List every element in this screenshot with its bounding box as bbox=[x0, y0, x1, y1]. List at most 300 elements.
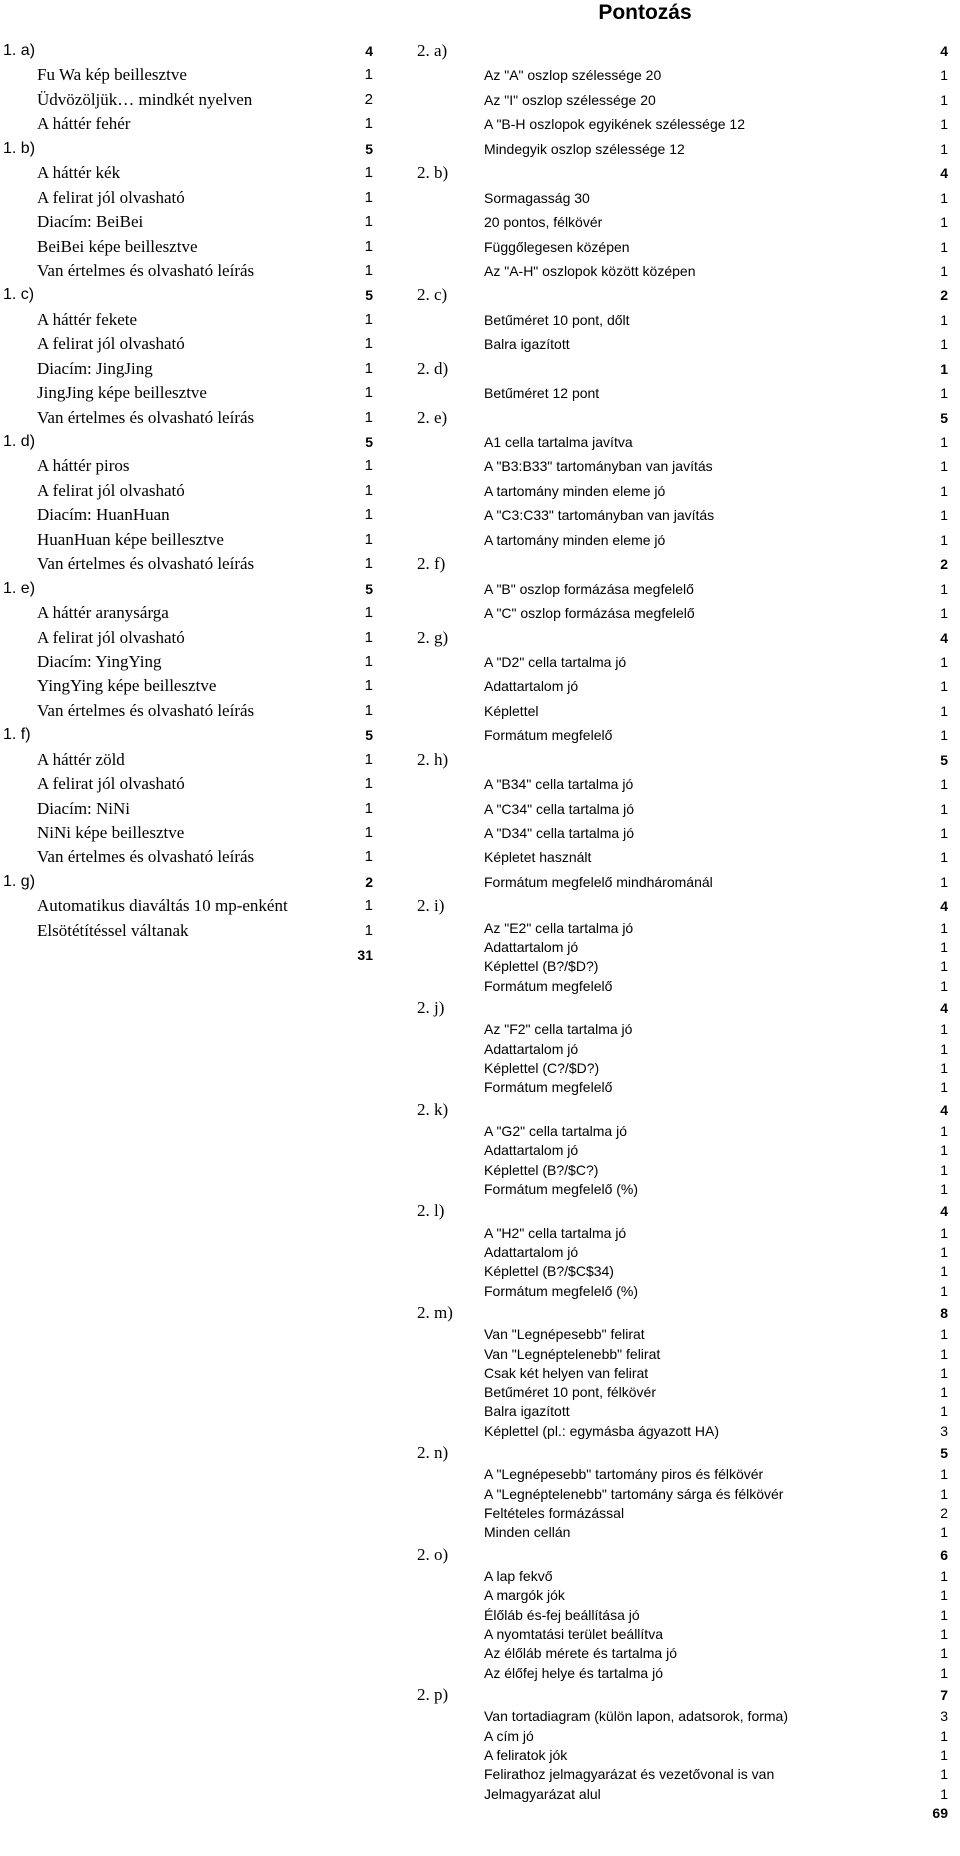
criterion-score: 1 bbox=[364, 310, 373, 328]
criterion-row bbox=[0, 699, 390, 723]
criterion-text: 20 pontos, félkövér bbox=[484, 214, 603, 231]
criterion-score: 1 bbox=[940, 849, 948, 866]
section-label: 2. a) bbox=[417, 41, 448, 60]
criterion-row bbox=[417, 1141, 960, 1160]
criterion-row bbox=[417, 503, 960, 527]
criterion-text: Formátum megfelelő (%) bbox=[484, 1180, 639, 1197]
criterion-score: 1 bbox=[940, 1364, 948, 1381]
section-label: 2. m) bbox=[417, 1302, 453, 1322]
criterion-row bbox=[417, 650, 960, 674]
section-header-row bbox=[417, 1683, 960, 1707]
criterion-row bbox=[0, 748, 390, 772]
criterion-text: Formátum megfelelő bbox=[484, 977, 613, 994]
criterion-row bbox=[0, 503, 390, 527]
criterion-score: 1 bbox=[364, 628, 373, 646]
criterion-score: 1 bbox=[940, 1485, 948, 1502]
section-score: 8 bbox=[940, 1304, 948, 1321]
criterion-row bbox=[417, 1180, 960, 1199]
section-score: 1 bbox=[940, 360, 948, 377]
criterion-score: 1 bbox=[940, 776, 948, 793]
criterion-text: Adattartalom jó bbox=[484, 1142, 579, 1159]
criterion-row bbox=[0, 821, 390, 845]
section-score: 6 bbox=[940, 1546, 948, 1563]
criterion-row bbox=[0, 235, 390, 259]
criterion-row bbox=[417, 210, 960, 234]
criterion-row bbox=[417, 1523, 960, 1542]
section-label: 2. h) bbox=[417, 749, 449, 769]
total-score: 69 bbox=[932, 1804, 948, 1821]
criterion-row bbox=[417, 1345, 960, 1364]
criterion-text: A felirat jól olvasható bbox=[37, 774, 185, 794]
criterion-text: A tartomány minden eleme jó bbox=[484, 531, 666, 548]
criterion-row bbox=[417, 308, 960, 332]
section-label: 2. d) bbox=[417, 358, 449, 378]
criterion-row bbox=[0, 332, 390, 356]
criterion-row bbox=[0, 919, 390, 943]
criterion-text: A háttér fekete bbox=[37, 309, 138, 329]
criterion-text: Csak két helyen van felirat bbox=[484, 1364, 649, 1381]
criterion-row bbox=[417, 1465, 960, 1484]
criterion-row bbox=[0, 88, 390, 112]
section-header-row bbox=[0, 430, 390, 454]
criterion-score: 1 bbox=[940, 727, 948, 744]
section-score: 5 bbox=[365, 580, 373, 597]
criterion-row bbox=[417, 88, 960, 112]
criterion-row bbox=[417, 938, 960, 957]
criterion-score: 1 bbox=[364, 677, 373, 695]
criterion-text: Képlettel bbox=[484, 702, 539, 719]
criterion-score: 1 bbox=[940, 1224, 948, 1241]
criterion-score: 1 bbox=[364, 237, 373, 255]
section-label: 1. c) bbox=[3, 286, 35, 304]
section-header-row bbox=[0, 723, 390, 747]
criterion-text: Az "F2" cella tartalma jó bbox=[484, 1021, 633, 1038]
criterion-score: 1 bbox=[364, 555, 373, 573]
section-header-row bbox=[417, 1543, 960, 1567]
criterion-text: NiNi képe beillesztve bbox=[37, 823, 185, 842]
criterion-row bbox=[417, 1224, 960, 1243]
criterion-row bbox=[0, 259, 390, 283]
criterion-text: A felirat jól olvasható bbox=[37, 627, 185, 647]
criterion-score: 1 bbox=[364, 897, 373, 915]
criterion-text: A felirat jól olvasható bbox=[37, 480, 185, 500]
criterion-text: Formátum megfelelő bbox=[484, 1079, 613, 1096]
criterion-text: Mindegyik oszlop szélessége 12 bbox=[484, 140, 685, 157]
section-header-row bbox=[417, 1441, 960, 1465]
criterion-score: 1 bbox=[940, 939, 948, 956]
section-header-row bbox=[417, 283, 960, 307]
criterion-row bbox=[417, 870, 960, 894]
criterion-score: 1 bbox=[364, 261, 373, 279]
criterion-score: 2 bbox=[364, 90, 373, 108]
scoring-table-part-1 bbox=[0, 39, 390, 968]
section-header-row bbox=[0, 577, 390, 601]
criterion-text: Fu Wa kép beillesztve bbox=[37, 65, 187, 85]
section-score: 4 bbox=[940, 999, 948, 1016]
criterion-row bbox=[0, 357, 390, 381]
criterion-score: 1 bbox=[364, 384, 373, 402]
criterion-row bbox=[0, 528, 390, 552]
section-label: 2. k) bbox=[417, 1099, 449, 1119]
criterion-score: 1 bbox=[940, 1587, 948, 1604]
criterion-text: Az "I" oszlop szélessége 20 bbox=[484, 91, 656, 108]
criterion-row bbox=[417, 577, 960, 601]
criterion-text: Betűméret 10 pont, dőlt bbox=[484, 311, 630, 328]
criterion-score: 1 bbox=[940, 1282, 948, 1299]
section-score: 5 bbox=[940, 409, 948, 426]
criterion-score: 1 bbox=[364, 921, 373, 939]
section-label: 2. o) bbox=[417, 1544, 449, 1564]
criterion-score: 1 bbox=[940, 1123, 948, 1139]
criterion-score: 1 bbox=[940, 385, 948, 402]
criterion-score: 1 bbox=[364, 701, 373, 719]
section-score: 5 bbox=[940, 751, 948, 768]
section-label: 2. n) bbox=[417, 1443, 449, 1463]
criterion-row bbox=[417, 1282, 960, 1301]
criterion-row bbox=[0, 381, 390, 405]
criterion-row bbox=[417, 919, 960, 938]
criterion-row bbox=[417, 1262, 960, 1281]
criterion-text: Adattartalom jó bbox=[484, 678, 579, 695]
criterion-row bbox=[0, 674, 390, 698]
section-score: 7 bbox=[940, 1686, 948, 1703]
criterion-row bbox=[417, 1040, 960, 1059]
criterion-text: Élőláb és-fej beállítása jó bbox=[484, 1606, 640, 1623]
section-score: 4 bbox=[940, 898, 948, 915]
total-row bbox=[0, 943, 390, 967]
criterion-row bbox=[417, 430, 960, 454]
criterion-row bbox=[0, 601, 390, 625]
criterion-score: 1 bbox=[940, 1466, 948, 1483]
section-label: 2. g) bbox=[417, 627, 449, 647]
criterion-row bbox=[0, 650, 390, 674]
criterion-score: 1 bbox=[940, 1263, 948, 1280]
section-label: 1. a) bbox=[3, 42, 36, 59]
criterion-text: Képlettel (B?/$C$34) bbox=[484, 1263, 614, 1280]
section-score: 2 bbox=[940, 556, 948, 573]
criterion-score: 1 bbox=[940, 1746, 948, 1763]
criterion-text: Van értelmes és olvasható leírás bbox=[37, 260, 255, 280]
section-header-row bbox=[417, 894, 960, 918]
criterion-row bbox=[0, 210, 390, 234]
criterion-score: 1 bbox=[940, 1403, 948, 1420]
section-score: 4 bbox=[940, 1203, 948, 1220]
criterion-text: Üdvözöljük… mindkét nyelven bbox=[37, 89, 253, 109]
section-score: 4 bbox=[940, 1101, 948, 1118]
section-header-row bbox=[417, 161, 960, 185]
criterion-row bbox=[417, 1122, 960, 1141]
criterion-row bbox=[0, 894, 390, 918]
section-score: 5 bbox=[365, 287, 373, 304]
criterion-text: Képletet használt bbox=[484, 849, 592, 866]
criterion-row bbox=[417, 1020, 960, 1039]
criterion-row bbox=[417, 381, 960, 405]
criterion-text: Formátum megfelelő (%) bbox=[484, 1282, 639, 1299]
criterion-text: A "Legnépesebb" tartomány piros és félkövér bbox=[484, 1466, 764, 1483]
criterion-text: BeiBei képe beillesztve bbox=[37, 236, 198, 256]
criterion-text: A háttér fehér bbox=[37, 114, 131, 134]
criterion-text: YingYing képe beillesztve bbox=[37, 676, 217, 696]
criterion-text: A "C3:C33" tartományban van javítás bbox=[484, 507, 715, 524]
section-header-row bbox=[417, 552, 960, 576]
criterion-score: 1 bbox=[364, 824, 373, 841]
criterion-score: 1 bbox=[940, 458, 948, 475]
criterion-score: 1 bbox=[364, 604, 373, 622]
criterion-score: 1 bbox=[940, 653, 948, 670]
criterion-score: 1 bbox=[940, 800, 948, 817]
criterion-row bbox=[417, 772, 960, 796]
criterion-row bbox=[417, 186, 960, 210]
section-score: 2 bbox=[365, 873, 373, 890]
criterion-score: 1 bbox=[940, 434, 948, 450]
criterion-score: 1 bbox=[364, 750, 373, 768]
criterion-row bbox=[417, 1422, 960, 1441]
criterion-score: 1 bbox=[940, 1384, 948, 1401]
criterion-row bbox=[0, 626, 390, 650]
criterion-score: 1 bbox=[364, 359, 373, 377]
criterion-row bbox=[417, 1243, 960, 1262]
section-label: 2. e) bbox=[417, 407, 448, 427]
criterion-score: 3 bbox=[940, 1422, 948, 1439]
criterion-score: 1 bbox=[940, 1645, 948, 1662]
criterion-score: 1 bbox=[364, 530, 373, 548]
section-score: 5 bbox=[365, 434, 373, 450]
section-score: 4 bbox=[940, 165, 948, 182]
criterion-score: 1 bbox=[940, 507, 948, 524]
criterion-score: 1 bbox=[364, 799, 373, 817]
criterion-text: Diacím: NiNi bbox=[37, 798, 131, 818]
criterion-score: 1 bbox=[364, 335, 373, 353]
section-label: 2. i) bbox=[417, 896, 445, 916]
criterion-text: A nyomtatási terület beállítva bbox=[484, 1625, 663, 1642]
criterion-score: 1 bbox=[940, 1180, 948, 1197]
section-label: 1. b) bbox=[3, 139, 36, 157]
criterion-text: A háttér aranysárga bbox=[37, 603, 169, 623]
criterion-row bbox=[0, 845, 390, 869]
criterion-score: 3 bbox=[940, 1708, 948, 1725]
criterion-row bbox=[417, 1644, 960, 1663]
section-label: 2. p) bbox=[417, 1684, 449, 1704]
criterion-text: Betűméret 10 pont, félkövér bbox=[484, 1384, 656, 1401]
criterion-row bbox=[0, 772, 390, 796]
criterion-row bbox=[417, 1727, 960, 1746]
criterion-row bbox=[0, 479, 390, 503]
criterion-row bbox=[417, 1785, 960, 1804]
criterion-row bbox=[0, 161, 390, 185]
criterion-text: A "G2" cella tartalma jó bbox=[484, 1123, 628, 1139]
criterion-score: 1 bbox=[940, 1161, 948, 1178]
criterion-row bbox=[417, 1402, 960, 1421]
criterion-row bbox=[417, 977, 960, 996]
criterion-score: 1 bbox=[940, 580, 948, 597]
criterion-text: A felirat jól olvasható bbox=[37, 187, 185, 207]
criterion-text: Automatikus diaváltás 10 mp-enként bbox=[37, 896, 288, 916]
criterion-score: 1 bbox=[940, 116, 948, 133]
criterion-text: A margók jók bbox=[484, 1587, 565, 1604]
criterion-score: 1 bbox=[940, 531, 948, 548]
criterion-row bbox=[417, 1059, 960, 1078]
criterion-text: Az "A-H" oszlopok között középen bbox=[484, 262, 696, 279]
criterion-score: 1 bbox=[940, 1142, 948, 1159]
criterion-score: 1 bbox=[940, 1524, 948, 1541]
criterion-score: 1 bbox=[940, 1345, 948, 1362]
criterion-text: A "B34" cella tartalma jó bbox=[484, 776, 634, 793]
criterion-row bbox=[417, 259, 960, 283]
criterion-text: Képlettel (B?/$D?) bbox=[484, 958, 599, 975]
criterion-row bbox=[0, 308, 390, 332]
criterion-row bbox=[417, 699, 960, 723]
criterion-row bbox=[417, 957, 960, 976]
criterion-score: 1 bbox=[940, 605, 948, 622]
criterion-text: Van értelmes és olvasható leírás bbox=[37, 700, 255, 720]
criterion-row bbox=[417, 797, 960, 821]
criterion-text: Van tortadiagram (külön lapon, adatsorok, forma) bbox=[484, 1708, 789, 1725]
criterion-text: A "C" oszlop formázása megfelelő bbox=[484, 605, 695, 622]
criterion-score: 1 bbox=[364, 213, 373, 231]
criterion-row bbox=[417, 723, 960, 747]
criterion-row bbox=[417, 1364, 960, 1383]
criterion-text: Az "A" oszlop szélessége 20 bbox=[484, 67, 662, 84]
criterion-score: 1 bbox=[940, 140, 948, 157]
criterion-score: 1 bbox=[940, 1326, 948, 1343]
criterion-text: Az élőfej helye és tartalma jó bbox=[484, 1664, 663, 1681]
criterion-row bbox=[417, 1383, 960, 1402]
criterion-score: 1 bbox=[364, 66, 373, 84]
criterion-row bbox=[0, 797, 390, 821]
criterion-score: 1 bbox=[364, 652, 373, 670]
criterion-row bbox=[417, 1707, 960, 1726]
section-label: 2. b) bbox=[417, 163, 449, 183]
criterion-text: Diacím: HuanHuan bbox=[37, 505, 170, 525]
criterion-text: JingJing képe beillesztve bbox=[37, 383, 207, 403]
criterion-row bbox=[417, 332, 960, 356]
criterion-score: 1 bbox=[940, 1079, 948, 1096]
criterion-text: Van "Legnépesebb" felirat bbox=[484, 1326, 645, 1343]
criterion-text: A feliratok jók bbox=[484, 1746, 568, 1763]
criterion-text: Diacím: BeiBei bbox=[37, 212, 144, 232]
criterion-text: Balra igazított bbox=[484, 336, 570, 353]
criterion-row bbox=[0, 454, 390, 478]
criterion-score: 1 bbox=[940, 1785, 948, 1802]
criterion-text: Képlettel (B?/$C?) bbox=[484, 1161, 599, 1178]
criterion-score: 1 bbox=[940, 336, 948, 353]
criterion-score: 1 bbox=[940, 977, 948, 994]
section-score: 4 bbox=[940, 629, 948, 646]
criterion-row bbox=[417, 137, 960, 161]
criterion-score: 1 bbox=[940, 958, 948, 975]
criterion-text: Balra igazított bbox=[484, 1403, 570, 1420]
criterion-score: 1 bbox=[940, 91, 948, 108]
criterion-score: 1 bbox=[364, 457, 373, 475]
criterion-text: Van értelmes és olvasható leírás bbox=[37, 847, 255, 867]
criterion-score: 1 bbox=[940, 873, 948, 890]
criterion-score: 1 bbox=[364, 848, 373, 866]
section-header-row bbox=[417, 1098, 960, 1122]
criterion-score: 1 bbox=[940, 678, 948, 695]
criterion-row bbox=[417, 1625, 960, 1644]
criterion-text: Van értelmes és olvasható leírás bbox=[37, 554, 255, 574]
criterion-text: Jelmagyarázat alul bbox=[484, 1785, 601, 1802]
criterion-row bbox=[417, 1586, 960, 1605]
section-header-row bbox=[417, 1301, 960, 1325]
criterion-row bbox=[417, 845, 960, 869]
criterion-text: Képlettel (pl.: egymásba ágyazott HA) bbox=[484, 1422, 720, 1439]
criterion-text: Diacím: JingJing bbox=[37, 358, 153, 378]
criterion-text: A "H2" cella tartalma jó bbox=[484, 1224, 627, 1241]
criterion-score: 1 bbox=[364, 115, 373, 133]
section-score: 5 bbox=[365, 140, 373, 157]
criterion-row bbox=[417, 528, 960, 552]
criterion-score: 1 bbox=[940, 1606, 948, 1623]
section-score: 2 bbox=[940, 287, 948, 304]
criterion-score: 1 bbox=[940, 1727, 948, 1744]
criterion-score: 1 bbox=[940, 1021, 948, 1038]
section-label: 2. f) bbox=[417, 554, 446, 574]
criterion-score: 1 bbox=[940, 1625, 948, 1642]
total-row bbox=[417, 1804, 960, 1823]
criterion-text: A felirat jól olvasható bbox=[37, 334, 185, 354]
criterion-text: A lap fekvő bbox=[484, 1568, 553, 1585]
criterion-score: 1 bbox=[364, 164, 373, 182]
criterion-text: Van "Legnéptelenebb" felirat bbox=[484, 1345, 661, 1362]
section-header-row bbox=[417, 996, 960, 1020]
criterion-score: 1 bbox=[940, 311, 948, 328]
criterion-text: Adattartalom jó bbox=[484, 1243, 579, 1260]
criterion-text: A1 cella tartalma javítva bbox=[484, 434, 633, 450]
criterion-row bbox=[417, 674, 960, 698]
section-score: 5 bbox=[365, 727, 373, 744]
criterion-score: 1 bbox=[940, 1040, 948, 1057]
section-header-row bbox=[0, 39, 390, 63]
criterion-score: 1 bbox=[940, 214, 948, 231]
criterion-text: A háttér zöld bbox=[37, 749, 125, 769]
section-header-row bbox=[0, 870, 390, 894]
criterion-score: 1 bbox=[364, 775, 373, 793]
section-header-row bbox=[417, 406, 960, 430]
criterion-text: Minden cellán bbox=[484, 1524, 571, 1541]
criterion-text: A háttér kék bbox=[37, 163, 121, 183]
criterion-row bbox=[417, 1485, 960, 1504]
criterion-text: Adattartalom jó bbox=[484, 1040, 579, 1057]
criterion-row bbox=[417, 1606, 960, 1625]
section-header-row bbox=[0, 137, 390, 161]
section-label: 1. d) bbox=[3, 433, 36, 450]
criterion-row bbox=[417, 1765, 960, 1784]
criterion-row bbox=[417, 479, 960, 503]
criterion-score: 1 bbox=[940, 1568, 948, 1585]
criterion-text: A "B-H oszlopok egyikének szélessége 12 bbox=[484, 116, 746, 133]
criterion-row bbox=[417, 1325, 960, 1344]
criterion-score: 1 bbox=[364, 506, 373, 524]
criterion-text: Van értelmes és olvasható leírás bbox=[37, 407, 255, 427]
criterion-text: Adattartalom jó bbox=[484, 939, 579, 956]
section-score: 4 bbox=[940, 43, 948, 59]
page-title: Pontozás bbox=[598, 1, 692, 24]
criterion-text: A "D34" cella tartalma jó bbox=[484, 825, 635, 841]
criterion-row bbox=[0, 552, 390, 576]
criterion-row bbox=[417, 1567, 960, 1586]
criterion-row bbox=[0, 186, 390, 210]
criterion-score: 1 bbox=[940, 262, 948, 279]
criterion-row bbox=[0, 63, 390, 87]
criterion-text: Sormagasság 30 bbox=[484, 189, 590, 206]
criterion-row bbox=[417, 821, 960, 845]
criterion-score: 1 bbox=[940, 1059, 948, 1076]
criterion-score: 1 bbox=[364, 408, 373, 426]
criterion-row bbox=[417, 112, 960, 136]
criterion-text: Formátum megfelelő mindhárománál bbox=[484, 873, 713, 890]
criterion-text: A cím jó bbox=[484, 1727, 534, 1744]
